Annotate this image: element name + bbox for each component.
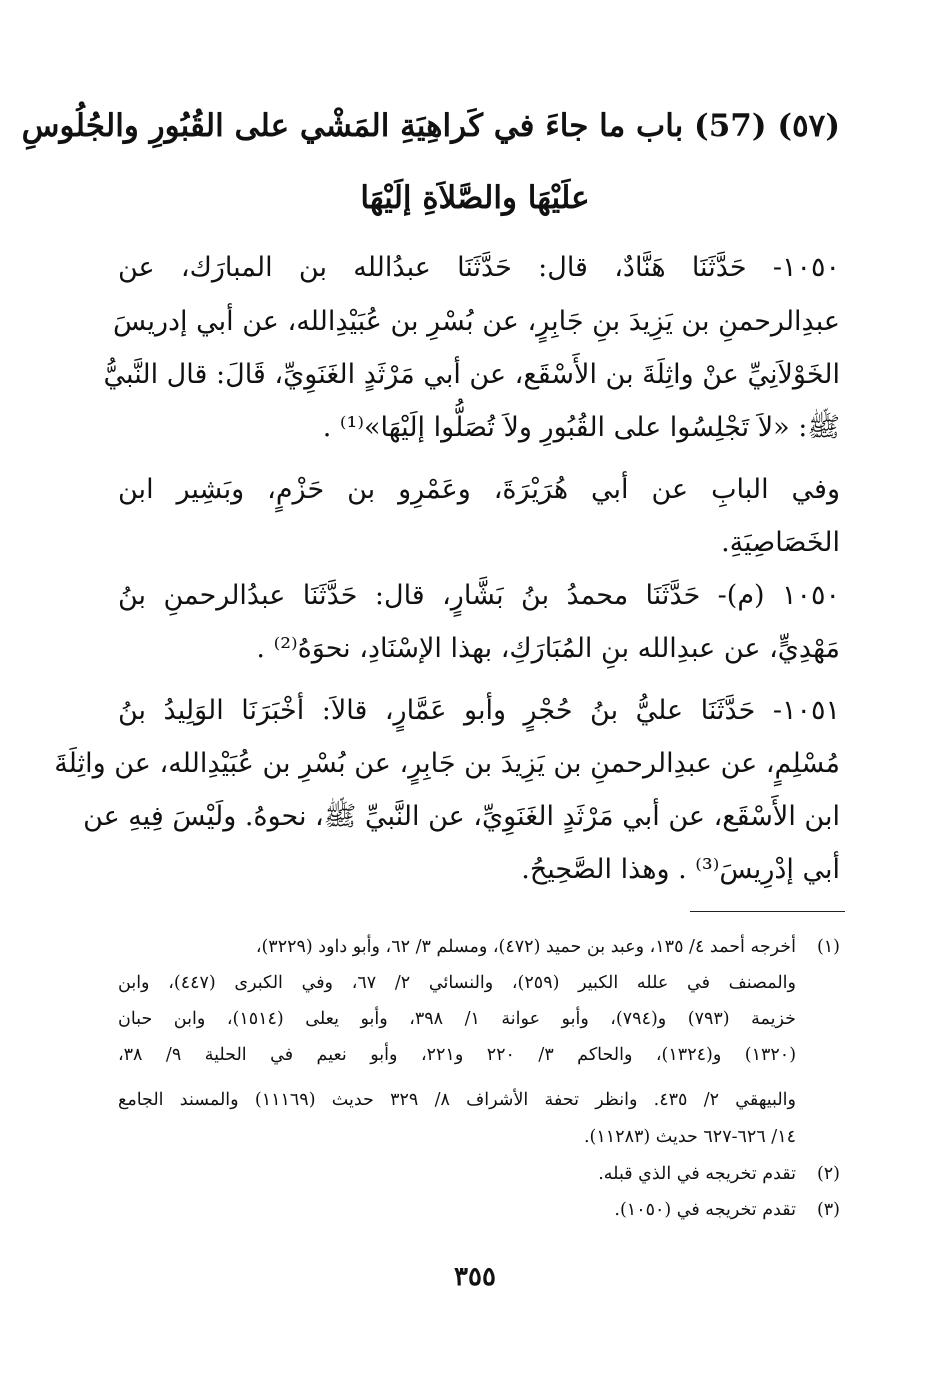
footnote-1-line-3: خزيمة (٧٩٣) و(٧٩٤)، وأبو عوانة ١/ ٣٩٨، وأبو يعلى (١٥١٤)، وابن حبان bbox=[118, 1009, 796, 1029]
footnote-2 bbox=[118, 1157, 840, 1191]
hadith-1051-line-1: ١٠٥١- حَدَّثَنَا عليُّ بنُ حُجْرٍ وأبو عَمَّارٍ، قالاَ: أخْبَرَنَا الوَلِيدُ بنُ bbox=[118, 695, 840, 726]
chapter-heading-line-1: (٥٧) (57) باب ما جاءَ في كَراهِيَةِ المَشْي على القُبُورِ والجُلُوسِ bbox=[21, 108, 840, 144]
footnote-3-text: تقدم تخريجه في (١٠٥٠). bbox=[614, 1200, 796, 1220]
hadith-1050m-line-2: مَهْدِيٍّ، عن عبدِالله بنِ المُبَارَكِ، بهذا الإسْنَادِ، نحوَهُ⁽²⁾ . bbox=[256, 633, 840, 664]
hadith-1051-line-2: مُسْلِمٍ، عن عبدِالرحمنِ بن يَزِيدَ بن جَابِرٍ، عن بُسْرِ بن عُبَيْدِالله، عن واثِلَةَ bbox=[54, 748, 840, 779]
footnote-1-line-4: (١٣٢٠) و(١٣٢٤)، والحاكم ٣/ ٢٢٠ و٢٢١، وأبو نعيم في الحلية ٩/ ٣٨، bbox=[118, 1045, 797, 1065]
hadith-1050-line-4: ﷺ: «لاَ تَجْلِسُوا على القُبُورِ ولاَ تُصَلُّوا إلَيْهَا»⁽¹⁾ . bbox=[322, 412, 840, 443]
footnote-1 bbox=[118, 930, 840, 964]
hadith-1050m-line-1: ١٠٥٠ (م)- حَدَّثَنَا محمدُ بنُ بَشَّارٍ، قال: حَدَّثَنَا عبدُالرحمنِ بنُ bbox=[118, 580, 840, 611]
chapter-note-line-2: الخَصَاصِيَةِ. bbox=[721, 527, 840, 558]
footnote-1-line-6: ١٤/ ٦٢٦-٦٢٧ حديث (١١٢٨٣). bbox=[583, 1127, 796, 1147]
footnote-2-number: (٢) bbox=[816, 1164, 840, 1184]
footnote-1-line-1: أخرجه أحمد ٤/ ١٣٥، وعبد بن حميد (٤٧٢)، ومسلم ٣/ ٦٢، وأبو داود (٣٢٢٩)، bbox=[255, 937, 796, 957]
hadith-1051-line-3: ابن الأَسْقَع، عن أبي مَرْثَدٍ الغَنَوِيِّ، عن النَّبيِّ ﷺ، نحوهُ. ولَيْسَ فِيهِ عن bbox=[83, 801, 840, 832]
footnote-3 bbox=[118, 1193, 840, 1227]
hadith-1050-line-1: ١٠٥٠- حَدَّثَنَا هَنَّادٌ، قال: حَدَّثَنَا عبدُالله بن المبارَك، عن bbox=[118, 252, 840, 283]
footnote-separator bbox=[690, 911, 845, 912]
page-number: ٣٥٥ bbox=[454, 1262, 496, 1292]
footnote-1-line-2: والمصنف في علله الكبير (٢٥٩)، والنسائي ٢/ ٦٧، وفي الكبرى (٤٤٧)، وابن bbox=[118, 973, 796, 993]
chapter-heading-line-2: علَيْهَا والصَّلاَةِ إلَيْهَا bbox=[360, 180, 590, 216]
chapter-note-line-1: وفي البابِ عن أبي هُرَيْرَةَ، وعَمْرِو بن حَزْمٍ، وبَشِير ابن bbox=[118, 474, 840, 505]
footnote-2-text: تقدم تخريجه في الذي قبله. bbox=[598, 1164, 796, 1184]
hadith-1051-line-4: أبي إدْرِيسَ⁽³⁾ . وهذا الصَّحِيحُ. bbox=[521, 854, 840, 885]
footnote-1-line-5: والبيهقي ٢/ ٤٣٥. وانظر تحفة الأشراف ٨/ ٣٢٩ حديث (١١١٦٩) والمسند الجامع bbox=[118, 1090, 796, 1110]
hadith-1050-line-2: عبدِالرحمنِ بن يَزِيدَ بنِ جَابِرٍ، عن بُسْرِ بن عُبَيْدِالله، عن أبي إدريسَ bbox=[113, 306, 840, 337]
footnote-3-number: (٣) bbox=[816, 1200, 840, 1220]
footnote-1-number: (١) bbox=[816, 937, 840, 957]
hadith-1050-line-3: الخَوْلاَنِيِّ عنْ واثِلَةَ بن الأَسْقَع، عن أبي مَرْثَدٍ الغَنَوِيِّ، قَالَ: قال النَّبيُّ bbox=[103, 359, 840, 390]
